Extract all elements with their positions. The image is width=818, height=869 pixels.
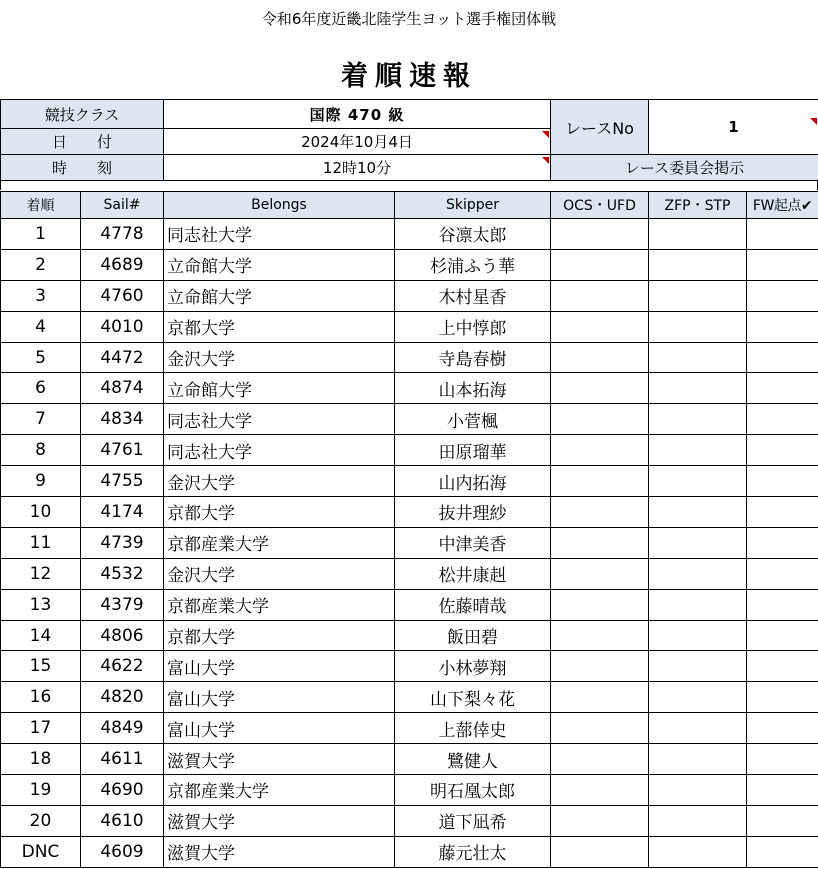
zfp-cell <box>649 373 747 404</box>
zfp-cell <box>649 404 747 435</box>
skipper-cell: 抜井理紗 <box>395 497 551 528</box>
sail-cell: 4778 <box>81 219 164 250</box>
skipper-cell: 上蔀倖史 <box>395 713 551 744</box>
col-fw-check: FW起点✔ <box>747 192 818 219</box>
sheet-title: 着順速報 <box>341 61 477 92</box>
sail-cell: 4610 <box>81 805 164 836</box>
sail-cell: 4849 <box>81 713 164 744</box>
race-no-value: 1 <box>649 100 818 155</box>
belongs-cell: 滋賀大学 <box>164 836 395 867</box>
skipper-cell: 上中惇郎 <box>395 311 551 342</box>
skipper-cell: 飯田碧 <box>395 620 551 651</box>
comment-marker-icon <box>810 118 817 125</box>
zfp-cell <box>649 682 747 713</box>
ocs-cell <box>551 620 649 651</box>
belongs-cell: 富山大学 <box>164 651 395 682</box>
sail-cell: 4755 <box>81 466 164 497</box>
ocs-cell <box>551 373 649 404</box>
table-row <box>1 311 818 342</box>
belongs-cell: 京都産業大学 <box>164 589 395 620</box>
fw-cell <box>747 775 818 806</box>
fw-cell <box>747 404 818 435</box>
table-row <box>1 558 818 589</box>
skipper-cell: 松井康赳 <box>395 558 551 589</box>
rank-cell: 9 <box>1 466 81 497</box>
ocs-cell <box>551 249 649 280</box>
ocs-cell <box>551 404 649 435</box>
skipper-cell: 道下凪希 <box>395 805 551 836</box>
fw-cell <box>747 836 818 867</box>
table-row <box>1 744 818 775</box>
ocs-cell <box>551 589 649 620</box>
skipper-cell: 山下梨々花 <box>395 682 551 713</box>
time-value: 12時10分 <box>164 155 551 181</box>
rank-cell: 6 <box>1 373 81 404</box>
sail-cell: 4760 <box>81 280 164 311</box>
fw-cell <box>747 435 818 466</box>
sail-cell: 4611 <box>81 744 164 775</box>
rank-cell: 3 <box>1 280 81 311</box>
zfp-cell <box>649 527 747 558</box>
sail-cell: 4622 <box>81 651 164 682</box>
table-row <box>1 836 818 867</box>
zfp-cell <box>649 836 747 867</box>
skipper-cell: 明石凰太郎 <box>395 775 551 806</box>
fw-cell <box>747 249 818 280</box>
sail-cell: 4472 <box>81 342 164 373</box>
ocs-cell <box>551 836 649 867</box>
rank-cell: 16 <box>1 682 81 713</box>
zfp-cell <box>649 558 747 589</box>
zfp-cell <box>649 435 747 466</box>
rank-cell: DNC <box>1 836 81 867</box>
skipper-cell: 寺島春樹 <box>395 342 551 373</box>
ocs-cell <box>551 805 649 836</box>
sail-cell: 4690 <box>81 775 164 806</box>
ocs-cell <box>551 558 649 589</box>
belongs-cell: 京都大学 <box>164 311 395 342</box>
results-table <box>0 191 818 868</box>
skipper-cell: 中津美香 <box>395 527 551 558</box>
belongs-cell: 同志社大学 <box>164 404 395 435</box>
date-value: 2024年10月4日 <box>164 129 551 155</box>
belongs-cell: 同志社大学 <box>164 219 395 250</box>
rank-cell: 15 <box>1 651 81 682</box>
zfp-cell <box>649 311 747 342</box>
skipper-cell: 杉浦ふう華 <box>395 249 551 280</box>
sail-cell: 4689 <box>81 249 164 280</box>
belongs-cell: 金沢大学 <box>164 558 395 589</box>
col-ocs-ufd: OCS・UFD <box>551 192 649 219</box>
sail-cell: 4834 <box>81 404 164 435</box>
skipper-cell: 小菅楓 <box>395 404 551 435</box>
table-row <box>1 682 818 713</box>
col-sail: Sail# <box>81 192 164 219</box>
comment-marker-icon <box>542 157 549 164</box>
rank-cell: 4 <box>1 311 81 342</box>
rank-cell: 19 <box>1 775 81 806</box>
rank-cell: 2 <box>1 249 81 280</box>
ocs-cell <box>551 466 649 497</box>
col-skipper: Skipper <box>395 192 551 219</box>
ocs-cell <box>551 280 649 311</box>
results-header-row <box>1 192 818 219</box>
fw-cell <box>747 373 818 404</box>
table-row <box>1 435 818 466</box>
table-row <box>1 805 818 836</box>
table-row <box>1 527 818 558</box>
ocs-cell <box>551 713 649 744</box>
comment-marker-icon <box>542 131 549 138</box>
sail-cell: 4010 <box>81 311 164 342</box>
zfp-cell <box>649 249 747 280</box>
ocs-cell <box>551 342 649 373</box>
sail-cell: 4806 <box>81 620 164 651</box>
sail-cell: 4739 <box>81 527 164 558</box>
rank-cell: 7 <box>1 404 81 435</box>
zfp-cell <box>649 342 747 373</box>
fw-cell <box>747 744 818 775</box>
fw-cell <box>747 466 818 497</box>
fw-cell <box>747 558 818 589</box>
belongs-cell: 滋賀大学 <box>164 805 395 836</box>
fw-cell <box>747 651 818 682</box>
belongs-cell: 金沢大学 <box>164 342 395 373</box>
rank-cell: 1 <box>1 219 81 250</box>
belongs-cell: 富山大学 <box>164 713 395 744</box>
date-label: 日 付 <box>1 129 164 155</box>
rank-cell: 5 <box>1 342 81 373</box>
fw-cell <box>747 280 818 311</box>
table-row <box>1 342 818 373</box>
skipper-cell: 鷺健人 <box>395 744 551 775</box>
rank-cell: 17 <box>1 713 81 744</box>
skipper-cell: 山内拓海 <box>395 466 551 497</box>
col-rank: 着順 <box>1 192 81 219</box>
rank-cell: 18 <box>1 744 81 775</box>
belongs-cell: 同志社大学 <box>164 435 395 466</box>
belongs-cell: 立命館大学 <box>164 249 395 280</box>
belongs-cell: 京都産業大学 <box>164 775 395 806</box>
sail-cell: 4761 <box>81 435 164 466</box>
zfp-cell <box>649 219 747 250</box>
col-belongs: Belongs <box>164 192 395 219</box>
zfp-cell <box>649 620 747 651</box>
table-row <box>1 404 818 435</box>
zfp-cell <box>649 466 747 497</box>
belongs-cell: 立命館大学 <box>164 373 395 404</box>
sail-cell: 4379 <box>81 589 164 620</box>
zfp-cell <box>649 497 747 528</box>
ocs-cell <box>551 435 649 466</box>
fw-cell <box>747 589 818 620</box>
table-row <box>1 249 818 280</box>
sail-cell: 4532 <box>81 558 164 589</box>
skipper-cell: 木村星香 <box>395 280 551 311</box>
ocs-cell <box>551 527 649 558</box>
fw-cell <box>747 713 818 744</box>
belongs-cell: 金沢大学 <box>164 466 395 497</box>
zfp-cell <box>649 713 747 744</box>
fw-cell <box>747 527 818 558</box>
skipper-cell: 藤元壮太 <box>395 836 551 867</box>
table-row <box>1 280 818 311</box>
ocs-cell <box>551 744 649 775</box>
zfp-cell <box>649 744 747 775</box>
ocs-cell <box>551 682 649 713</box>
skipper-cell: 田原瑠華 <box>395 435 551 466</box>
class-value: 国際 470 級 <box>164 100 551 129</box>
rank-cell: 12 <box>1 558 81 589</box>
fw-cell <box>747 620 818 651</box>
col-zfp-stp: ZFP・STP <box>649 192 747 219</box>
race-no-label: レースNo <box>551 100 649 155</box>
ocs-cell <box>551 219 649 250</box>
ocs-cell <box>551 311 649 342</box>
sail-cell: 4609 <box>81 836 164 867</box>
zfp-cell <box>649 589 747 620</box>
zfp-cell <box>649 280 747 311</box>
sail-cell: 4820 <box>81 682 164 713</box>
fw-cell <box>747 311 818 342</box>
rank-cell: 11 <box>1 527 81 558</box>
spacer-row <box>0 181 818 190</box>
class-label: 競技クラス <box>1 100 164 129</box>
rank-cell: 14 <box>1 620 81 651</box>
table-row <box>1 775 818 806</box>
belongs-cell: 京都大学 <box>164 620 395 651</box>
table-row <box>1 589 818 620</box>
table-row <box>1 373 818 404</box>
belongs-cell: 立命館大学 <box>164 280 395 311</box>
table-row <box>1 651 818 682</box>
belongs-cell: 京都大学 <box>164 497 395 528</box>
skipper-cell: 佐藤晴哉 <box>395 589 551 620</box>
skipper-cell: 小林夢翔 <box>395 651 551 682</box>
rank-cell: 10 <box>1 497 81 528</box>
rank-cell: 8 <box>1 435 81 466</box>
race-header-table <box>0 99 818 181</box>
ocs-cell <box>551 497 649 528</box>
zfp-cell <box>649 775 747 806</box>
sail-cell: 4174 <box>81 497 164 528</box>
table-row <box>1 713 818 744</box>
belongs-cell: 富山大学 <box>164 682 395 713</box>
table-row <box>1 466 818 497</box>
event-title: 令和6年度近畿北陸学生ヨット選手権団体戦 <box>261 10 557 28</box>
zfp-cell <box>649 651 747 682</box>
table-row <box>1 219 818 250</box>
committee-label: レース委員会掲示 <box>551 155 818 181</box>
belongs-cell: 滋賀大学 <box>164 744 395 775</box>
fw-cell <box>747 497 818 528</box>
fw-cell <box>747 805 818 836</box>
zfp-cell <box>649 805 747 836</box>
fw-cell <box>747 342 818 373</box>
rank-cell: 13 <box>1 589 81 620</box>
ocs-cell <box>551 651 649 682</box>
table-row <box>1 497 818 528</box>
sail-cell: 4874 <box>81 373 164 404</box>
rank-cell: 20 <box>1 805 81 836</box>
fw-cell <box>747 682 818 713</box>
time-label: 時 刻 <box>1 155 164 181</box>
skipper-cell: 谷凛太郎 <box>395 219 551 250</box>
skipper-cell: 山本拓海 <box>395 373 551 404</box>
ocs-cell <box>551 775 649 806</box>
fw-cell <box>747 219 818 250</box>
table-row <box>1 620 818 651</box>
belongs-cell: 京都産業大学 <box>164 527 395 558</box>
